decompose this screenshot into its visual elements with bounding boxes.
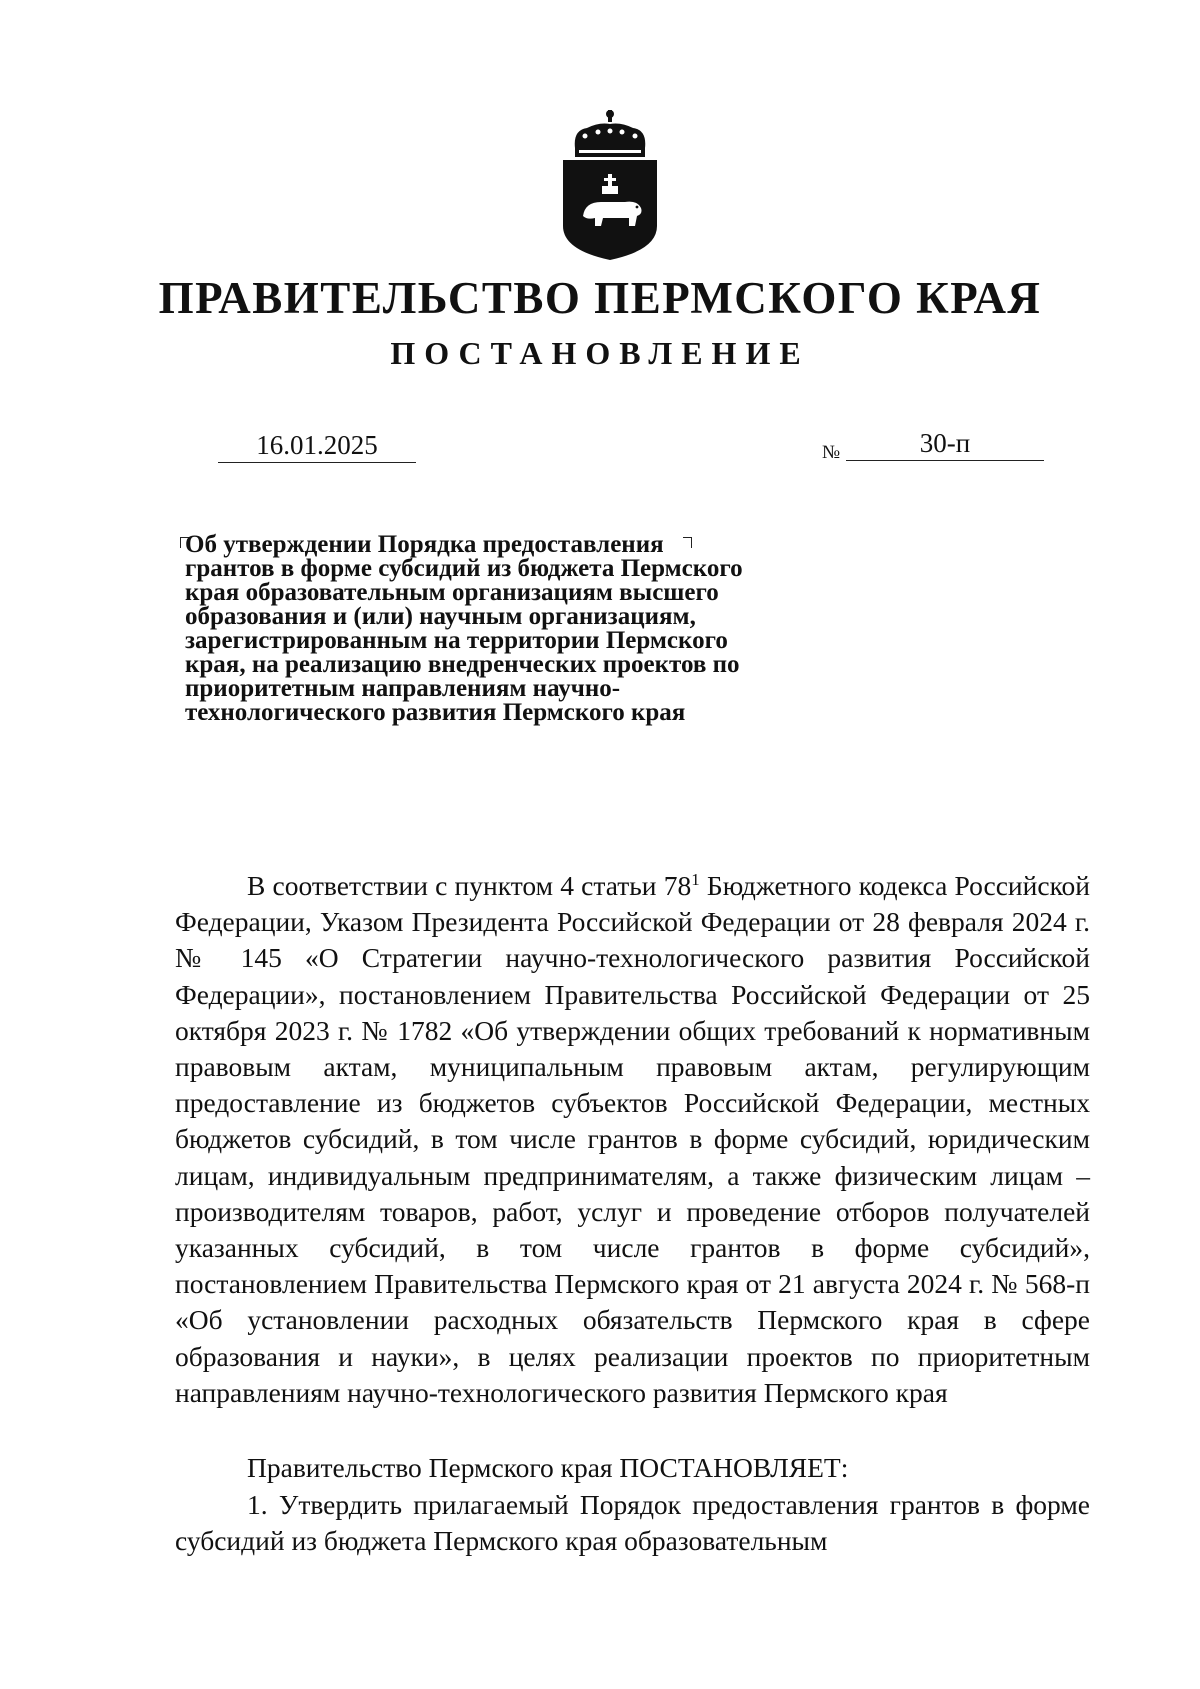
government-title: ПРАВИТЕЛЬСТВО ПЕРМСКОГО КРАЯ — [158, 273, 1042, 323]
document-subject: Об утверждении Порядка предоставления грантов в форме субсидий из бюджета Пермского края образовательным организациям высшего образования и (или) научным организациям, зарегистрированным на территории Пермского края, на реализацию внедренческих проектов по приоритетным направлениям научно-технологического развития Пермского края — [185, 531, 743, 726]
item-1-paragraph: 1. Утвердить прилагаемый Порядок предоставления грантов в форме субсидий из бюджета Пермского края образовательным — [175, 1489, 1090, 1557]
document-date: 16.01.2025 — [218, 428, 416, 463]
perm-krai-coat-of-arms-icon — [563, 108, 657, 260]
preamble-paragraph — [175, 868, 1090, 1411]
number-label: № — [822, 442, 841, 463]
resolves-paragraph: Правительство Пермского края ПОСТАНОВЛЯЕТ: — [247, 1452, 849, 1483]
article-superscript: 1 — [691, 869, 700, 889]
preamble-start: В соответствии с пунктом 4 статьи 78 — [247, 870, 692, 901]
preamble-rest: Бюджетного кодекса Российской Федерации, Указом Президента Российской Федерации от 28 февраля 2024 г. № 145 «О Стратегии научно-технологического развития Российской Федерации», постановлением Правительства Российской Федерации от 25 октября 2023 г. № 1782 «Об утверждении общих требований к нормативным правовым актам, муниципальным правовым актам, регулирующим предоставление из бюджетов субъектов Российской Федерации, местных бюджетов субсидий, в том числе грантов в форме субсидий, юридическим лицам, индивидуальным предпринимателям, а также физическим лицам – производителям товаров, работ, услуг и проведение отборов получателей указанных субсидий, в том числе грантов в форме субсидий», постановлением Правительства Пермского края от 21 августа 2024 г. № 568-п «Об установлении расходных обязательств Пермского края в сфере образования и науки», в целях реализации проектов по приоритетным направлениям научно-технологического развития Пермского края — [175, 870, 1091, 1408]
document-type-title: ПОСТАНОВЛЕНИЕ — [390, 335, 810, 371]
document-number: 30-п — [846, 426, 1044, 461]
